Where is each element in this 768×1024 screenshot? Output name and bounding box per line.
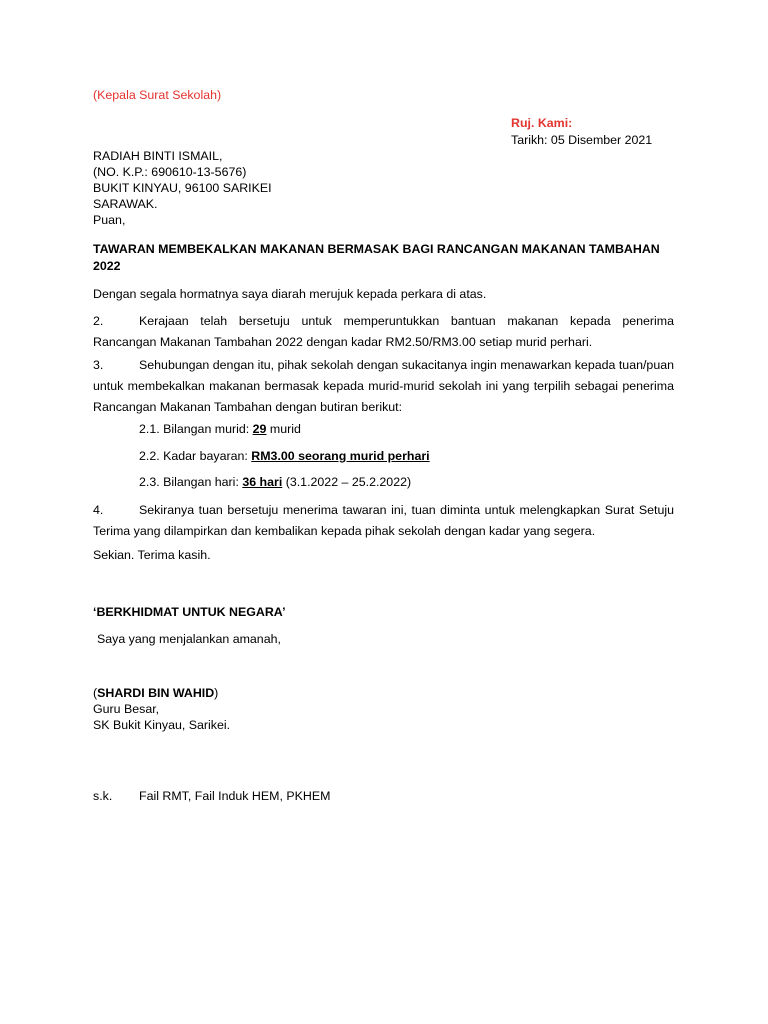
salutation: Puan, bbox=[93, 213, 126, 227]
paragraph-4 bbox=[93, 500, 674, 542]
detail-item bbox=[139, 476, 411, 488]
paragraph-2-number: 2. bbox=[93, 314, 104, 328]
detail-value: RM3.00 seorang murid perhari bbox=[251, 449, 430, 463]
detail-item bbox=[139, 423, 301, 435]
recipient-address-line1: BUKIT KINYAU, 96100 SARIKEI bbox=[93, 181, 272, 195]
signatory-paren-open: ( bbox=[93, 686, 98, 700]
subject-line1: TAWARAN MEMBEKALKAN MAKANAN BERMASAK BAGI RANCANGAN MAKANAN TAMBAHAN bbox=[93, 242, 660, 256]
detail-value: 29 bbox=[252, 422, 267, 436]
detail-suffix: murid bbox=[266, 422, 301, 436]
signatory-paren-close: ) bbox=[214, 686, 219, 700]
paragraph-2-text: Kerajaan telah bersetuju untuk memperuntukkan bantuan makanan kepada penerima Rancangan Makanan Tambahan 2022 dengan kadar RM2.50/RM3.00 setiap murid perhari. bbox=[93, 314, 674, 349]
detail-value: 36 hari bbox=[242, 475, 283, 489]
trust-line: Saya yang menjalankan amanah, bbox=[97, 632, 281, 646]
paragraph-2 bbox=[93, 311, 674, 353]
recipient-name: RADIAH BINTI ISMAIL, bbox=[93, 149, 223, 163]
closing-line: Sekian. Terima kasih. bbox=[93, 548, 211, 562]
paragraph-3 bbox=[93, 355, 674, 418]
signatory-school: SK Bukit Kinyau, Sarikei. bbox=[93, 718, 231, 732]
detail-label: 2.1. Bilangan murid: bbox=[139, 422, 253, 436]
recipient-address-line2: SARAWAK. bbox=[93, 197, 158, 211]
letterhead-placeholder: (Kepala Surat Sekolah) bbox=[93, 88, 222, 102]
detail-item bbox=[139, 450, 430, 462]
paragraph-4-text: Sekiranya tuan bersetuju menerima tawaran ini, tuan diminta untuk melengkapkan Surat Setuju Terima yang dilampirkan dan kembalikan kepada pihak sekolah dengan kadar yang segera. bbox=[93, 503, 674, 538]
detail-suffix: (3.1.2022 – 25.2.2022) bbox=[282, 475, 412, 489]
cc-label: s.k. bbox=[93, 789, 113, 803]
cc-recipients: Fail RMT, Fail Induk HEM, PKHEM bbox=[139, 789, 331, 803]
opening-sentence: Dengan segala hormatnya saya diarah merujuk kepada perkara di atas. bbox=[93, 287, 487, 301]
motto: ‘BERKHIDMAT UNTUK NEGARA’ bbox=[93, 605, 286, 619]
subject-line2: 2022 bbox=[93, 259, 121, 273]
letter-date: Tarikh: 05 Disember 2021 bbox=[511, 133, 653, 147]
signatory-position: Guru Besar, bbox=[93, 702, 160, 716]
paragraph-3-number: 3. bbox=[93, 358, 104, 372]
reference-label: Ruj. Kami: bbox=[511, 116, 573, 130]
signatory-name-text: SHARDI BIN WAHID bbox=[97, 686, 215, 700]
recipient-ic: (NO. K.P.: 690610-13-5676) bbox=[93, 165, 247, 179]
detail-label: 2.2. Kadar bayaran: bbox=[139, 449, 252, 463]
signatory-name bbox=[93, 687, 218, 699]
detail-label: 2.3. Bilangan hari: bbox=[139, 475, 243, 489]
paragraph-3-text: Sehubungan dengan itu, pihak sekolah dengan sukacitanya ingin menawarkan kepada tuan/puan untuk membekalkan makanan bermasak kepada murid-murid sekolah ini yang terpilih sebagai penerima Rancangan Makanan Tambahan dengan butiran berikut: bbox=[93, 358, 674, 414]
paragraph-4-number: 4. bbox=[93, 503, 104, 517]
